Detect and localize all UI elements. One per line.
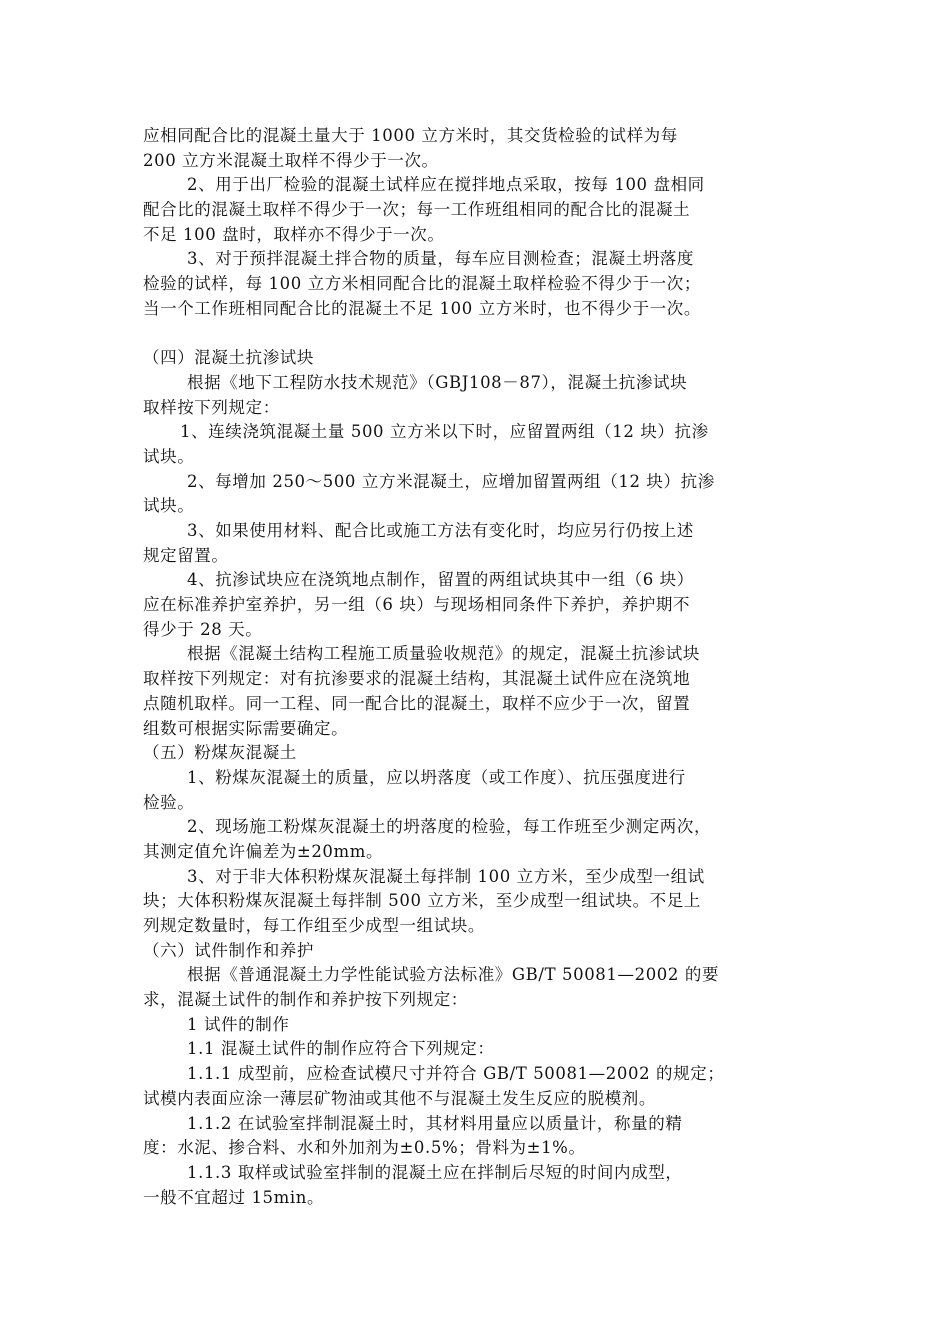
text-line: 块；大体积粉煤灰混凝土每拌制 500 立方米，至少成型一组试块。不足上 — [143, 891, 701, 911]
text-line: 点随机取样。同一工程、同一配合比的混凝土，取样不应少于一次，留置 — [143, 693, 691, 713]
text-line: 200 立方米混凝土取样不得少于一次。 — [143, 150, 439, 170]
text-line: 2、现场施工粉煤灰混凝土的坍落度的检验，每工作班至少测定两次， — [187, 817, 712, 837]
section-heading: （四）混凝土抗渗试块 — [143, 348, 314, 368]
text-line: 规定留置。 — [143, 545, 229, 565]
text-line: 1、连续浇筑混凝土量 500 立方米以下时，应留置两组（12 块）抗渗 — [180, 422, 709, 442]
text-line: 取样按下列规定：对有抗渗要求的混凝土结构，其混凝土试件应在浇筑地 — [143, 669, 691, 689]
text-line: 4、抗渗试块应在浇筑地点制作，留置的两组试块其中一组（6 块） — [187, 570, 694, 590]
text-line: 不足 100 盘时，取样亦不得少于一次。 — [143, 224, 445, 244]
text-line: 配合比的混凝土取样不得少于一次；每一工作班组相同的配合比的混凝土 — [143, 200, 691, 220]
text-line: 根据《地下工程防水技术规范》（GBJ108－87），混凝土抗渗试块 — [187, 372, 688, 392]
text-line: 应相同配合比的混凝土量大于 1000 立方米时，其交货检验的试样为每 — [143, 126, 678, 145]
paragraph-gap — [143, 322, 809, 347]
text-line: 1.1.1 成型前，应检查试模尺寸并符合 GB/T 50081—2002 的规定； — [187, 1064, 725, 1084]
section-heading: （五）粉煤灰混凝土 — [143, 743, 297, 763]
text-line: 1.1.2 在试验室拌制混凝土时，其材料用量应以质量计，称量的精 — [187, 1113, 683, 1133]
text-line: 一般不宜超过 15min。 — [143, 1187, 325, 1207]
text-line: 2、用于出厂检验的混凝土试样应在搅拌地点采取，按每 100 盘相同 — [187, 175, 705, 195]
text-line: 度：水泥、掺合料、水和外加剂为±0.5%；骨料为±1%。 — [143, 1138, 586, 1158]
text-line: 3、如果使用材料、配合比或施工方法有变化时，均应另行仍按上述 — [187, 521, 694, 540]
text-line: 根据《混凝土结构工程施工质量验收规范》的规定，混凝土抗渗试块 — [187, 644, 700, 664]
text-line: 试模内表面应涂一薄层矿物油或其他不与混凝土发生反应的脱模剂。 — [143, 1088, 656, 1108]
text-line: 试块。 — [143, 496, 195, 516]
text-line: 取样按下列规定： — [143, 397, 280, 417]
text-line: 其测定值允许偏差为±20mm。 — [143, 841, 384, 861]
text-line: 1 试件的制作 — [187, 1014, 290, 1034]
text-line: 当一个工作班相同配合比的混凝土不足 100 立方米时，也不得少于一次。 — [143, 298, 701, 318]
text-line: 3、对于预拌混凝土拌合物的质量，每车应目测检查；混凝土坍落度 — [187, 249, 694, 269]
text-line: 根据《普通混凝土力学性能试验方法标准》GB/T 50081—2002 的要 — [187, 965, 720, 985]
text-line: 2、每增加 250～500 立方米混凝土，应增加留置两组（12 块）抗渗 — [187, 471, 715, 491]
text-line: 列规定数量时，每工作组至少成型一组试块。 — [143, 916, 485, 935]
text-line: 得少于 28 天。 — [143, 619, 263, 639]
text-line: 3、对于非大体积粉煤灰混凝土每拌制 100 立方米，至少成型一组试 — [187, 866, 705, 886]
text-line: 求，混凝土试件的制作和养护按下列规定： — [143, 990, 468, 1010]
text-line: 应在标准养护室养护，另一组（6 块）与现场相同条件下养护，养护期不 — [143, 595, 691, 615]
text-line: 组数可根据实际需要确定。 — [143, 718, 349, 738]
text-line: 试块。 — [143, 446, 195, 466]
text-line: 1、粉煤灰混凝土的质量，应以坍落度（或工作度）、抗压强度进行 — [187, 767, 686, 787]
text-line: 1.1 混凝土试件的制作应符合下列规定： — [187, 1039, 495, 1059]
text-line: 检验的试样，每 100 立方米相同配合比的混凝土取样检验不得少于一次； — [143, 274, 701, 294]
section-heading: （六）试件制作和养护 — [143, 940, 314, 960]
document-body — [143, 124, 809, 1210]
text-line: 1.1.3 取样或试验室拌制的混凝土应在拌制后尽短的时间内成型， — [187, 1162, 683, 1182]
text-line: 检验。 — [143, 792, 195, 812]
